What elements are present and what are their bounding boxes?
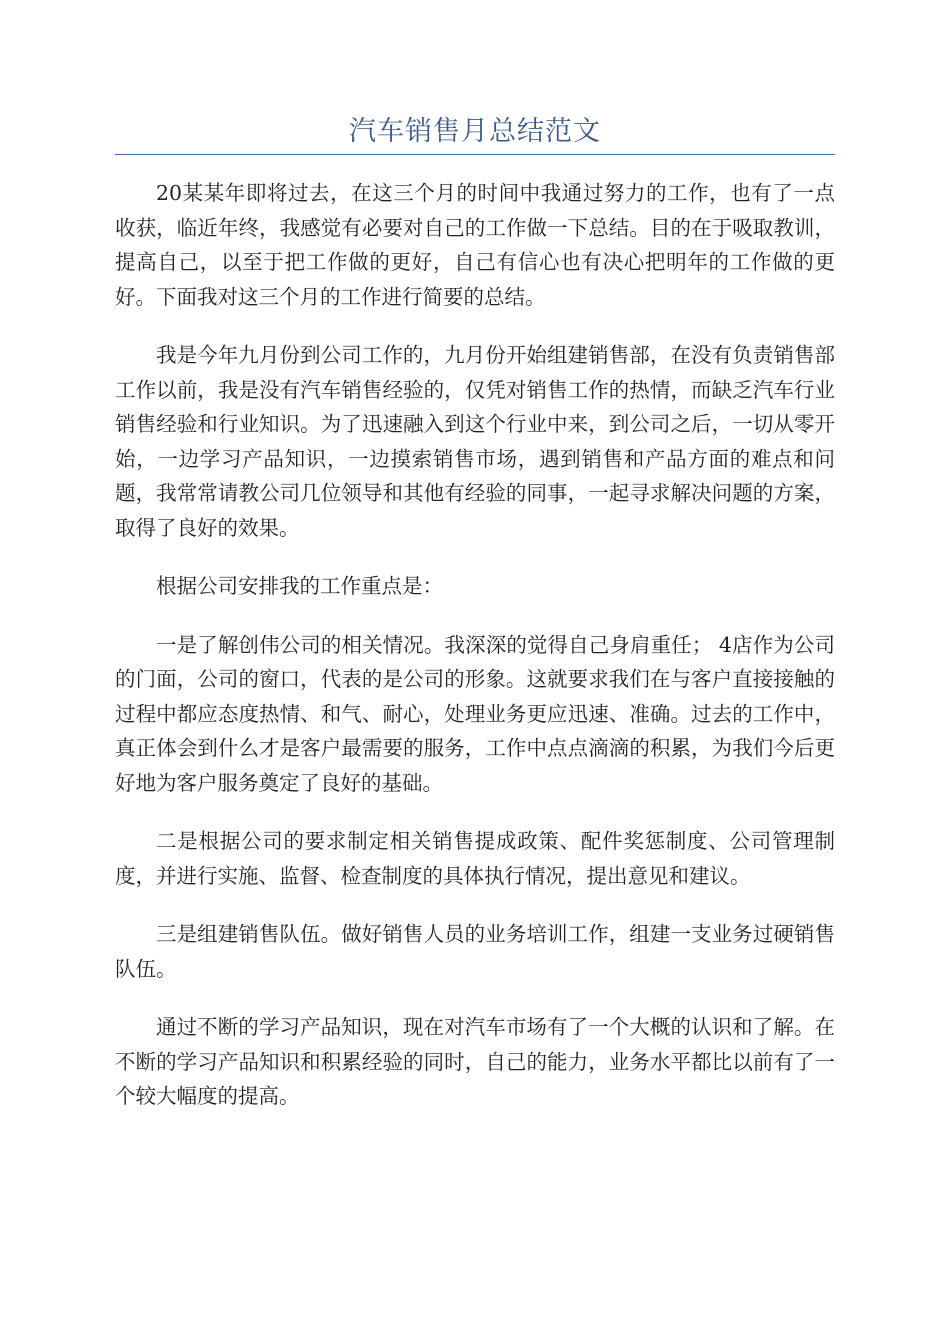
paragraph-intro: 20某某年即将过去，在这三个月的时间中我通过努力的工作，也有了一点收获，临近年终，我感觉有必要对自己的工作做一下总结。目的在于吸取教训，提高自己，以至于把工作做的更好，自己有信心也有决心把明年的工作做的更好。下面我对这三个月的工作进行简要的总结。 xyxy=(115,181,835,309)
title-underline xyxy=(115,154,835,155)
document-body xyxy=(115,176,835,1138)
paragraph-background: 我是今年九月份到公司工作的，九月份开始组建销售部，在没有负责销售部工作以前，我是没有汽车销售经验的，仅凭对销售工作的热情，而缺乏汽车行业销售经验和行业知识。为了迅速融入到这个行业中来，到公司之后，一切从零开始，一边学习产品知识，一边摸索销售市场，遇到销售和产品方面的难点和问题，我常常请教公司几位领导和其他有经验的同事，一起寻求解决问题的方案，取得了良好的效果。 xyxy=(115,343,835,540)
paragraph-point-one: 一是了解创伟公司的相关情况。我深深的觉得自己身肩重任； 4店作为公司的门面，公司的窗口，代表的是公司的形象。这就要求我们在与客户直接接触的过程中都应态度热情、和气、耐心，处理业务更应迅速、准确。过去的工作中，真正体会到什么才是客户最需要的服务，工作中点点滴滴的积累，为我们今后更好地为客户服务奠定了良好的基础。 xyxy=(115,632,835,795)
document-title: 汽车销售月总结范文 xyxy=(349,116,601,147)
paragraph-work-focus-heading: 根据公司安排我的工作重点是： xyxy=(156,574,443,598)
paragraph-point-two: 二是根据公司的要求制定相关销售提成政策、配件奖惩制度、公司管理制度，并进行实施、监督、检查制度的具体执行情况，提出意见和建议。 xyxy=(115,829,835,888)
paragraph-conclusion: 通过不断的学习产品知识，现在对汽车市场有了一个大概的认识和了解。在不断的学习产品知识和积累经验的同时，自己的能力，业务水平都比以前有了一个较大幅度的提高。 xyxy=(115,1015,835,1108)
paragraph-point-three: 三是组建销售队伍。做好销售人员的业务培训工作，组建一支业务过硬销售队伍。 xyxy=(115,922,835,981)
